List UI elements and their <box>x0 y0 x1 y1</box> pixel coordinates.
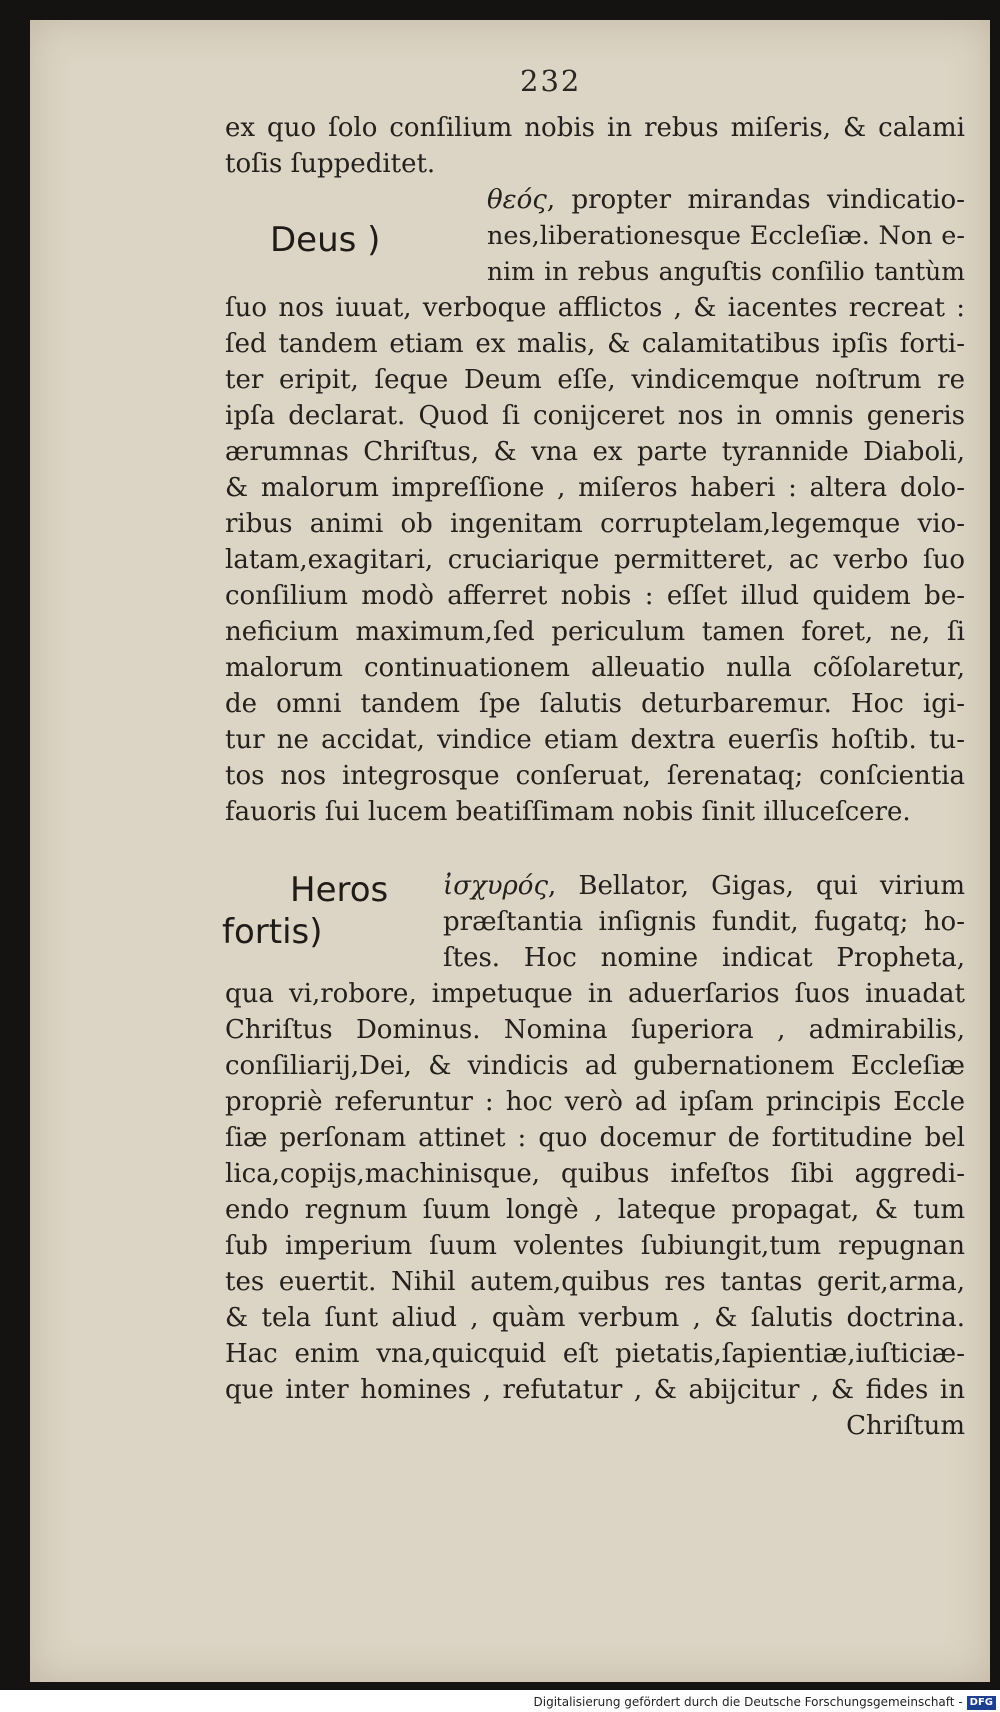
text-line: de omni tandem ſpe ſalutis deturbaremur. Hoc igi- <box>225 689 965 719</box>
margin-note-fortis: fortis) <box>222 912 323 952</box>
text-line: neficium maximum,ſed periculum tamen foret, ne, ſi <box>225 617 965 647</box>
text-line: Hac enim vna,quicquid eſt pietatis,ſapientiæ,iuſticiæ- <box>225 1339 965 1369</box>
greek-word: θεός <box>487 185 547 215</box>
text-fragment: , propter mirandas vindicatio- <box>546 185 965 215</box>
text-line: tes euertit. Nihil autem,quibus res tantas gerit,arma, <box>225 1267 965 1297</box>
catchword: Chriſtum <box>846 1411 965 1441</box>
text-line: toſis ſuppeditet. <box>225 149 436 179</box>
paragraph-heros <box>225 868 965 1444</box>
intro-paragraph <box>225 110 965 182</box>
text-line: fauoris ſui lucem beatiſſimam nobis ſinit illuceſcere. <box>225 797 911 827</box>
text-line: ter eripit, ſeque Deum eſſe, vindicemque noſtrum re <box>225 365 965 395</box>
text-line: tur ne accidat, vindice etiam dextra euerſis hoſtib. tu- <box>225 725 965 755</box>
text-line: malorum continuationem alleuatio nulla cõſolaretur, <box>225 653 965 683</box>
text-line: latam,exagitari, cruciarique permitteret, ac verbo ſuo <box>225 545 965 575</box>
page-number: 232 <box>520 64 582 98</box>
text-line: tos nos integrosque conſeruat, ſerenataq; conſcientia <box>225 761 965 791</box>
text-line: nes,liberationesque Eccleſiæ. Non e- <box>487 221 965 251</box>
text-line: ſub imperium ſuum volentes ſubiungit,tum repugnan <box>225 1231 965 1261</box>
greek-word: ἰσχυρός <box>443 871 549 901</box>
text-line: ærumnas Chriſtus, & vna ex parte tyrannide Diaboli, <box>225 437 965 467</box>
text-line <box>225 182 965 218</box>
text-line: ipſa declarat. Quod ſi conijceret nos in omnis generis <box>225 401 965 431</box>
text-line: lica,copijs,machinisque, quibus infeſtos ſibi aggredi- <box>225 1159 965 1189</box>
text-fragment: , Bellator, Gigas, qui virium <box>548 871 965 901</box>
digitization-footer <box>0 1692 996 1712</box>
text-line: ex quo ſolo conſilium nobis in rebus miſeris, & calami <box>225 113 965 143</box>
text-line: Chriſtus Dominus. Nomina ſuperiora , admirabilis, <box>225 1015 965 1045</box>
text-line: qua vi,robore, impetuque in aduerſarios ſuos inuadat <box>225 979 965 1009</box>
text-line: ſiæ perſonam attinet : quo docemur de fortitudine bel <box>225 1123 965 1153</box>
text-line: ribus animi ob ingenitam corruptelam,legemque vio- <box>225 509 965 539</box>
text-line: & malorum impreſſione , miſeros haberi : altera dolo- <box>225 473 965 503</box>
text-line: ſtes. Hoc nomine indicat Propheta, <box>443 943 965 973</box>
dfg-logo: DFG <box>967 1696 996 1710</box>
text-line: præſtantia inſignis fundit, fugatq; ho- <box>443 907 965 937</box>
margin-note-heros: Heros <box>290 870 389 910</box>
text-line: conſiliarij,Dei, & vindicis ad gubernationem Eccleſiæ <box>225 1051 965 1081</box>
text-line: & tela ſunt aliud , quàm verbum , & ſalutis doctrina. <box>225 1303 965 1333</box>
margin-note-deus: Deus ) <box>270 220 381 260</box>
text-line: ſed tandem etiam ex malis, & calamitatibus ipſis forti- <box>225 329 965 359</box>
text-line: ſuo nos iuuat, verboque afflictos , & iacentes recreat : <box>225 293 965 323</box>
text-line: conſilium modò afferret nobis : eſſet illud quidem be- <box>225 581 965 611</box>
text-line: propriè referuntur : hoc verò ad ipſam principis Eccle <box>225 1087 965 1117</box>
text-line: endo regnum ſuum longè , lateque propagat, & tum <box>225 1195 965 1225</box>
paragraph-deus <box>225 182 965 830</box>
text-line: nim in rebus anguſtis conſilio tantùm <box>487 257 965 286</box>
footer-credit: Digitalisierung gefördert durch die Deutsche Forschungsgemeinschaft - <box>533 1695 963 1709</box>
text-line: que inter homines , refutatur , & abijcitur , & fides in <box>225 1375 965 1405</box>
text-line <box>225 868 965 904</box>
